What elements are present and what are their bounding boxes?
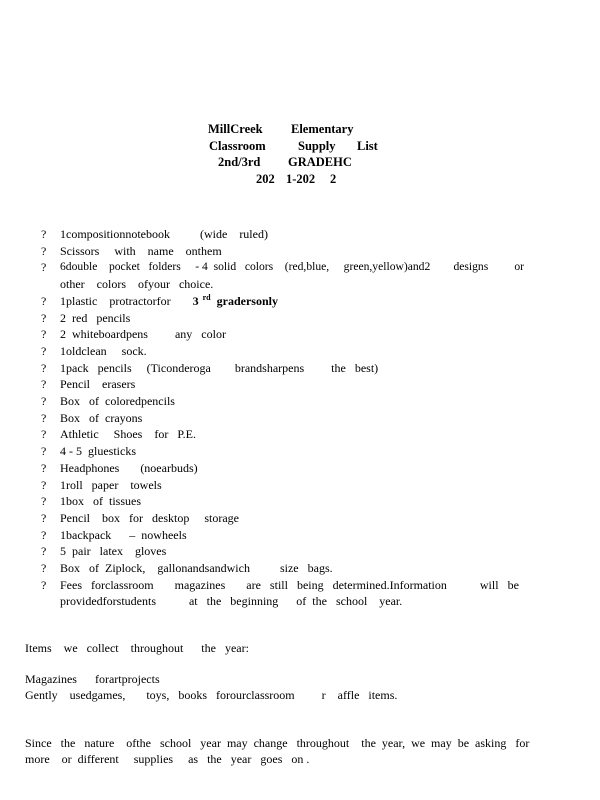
list-item: ? Pencil erasers [41,377,136,392]
collect-line-games: Gently usedgames, toys, books forourclassroom r affle items. [25,688,398,702]
header-line-1 [0,121,600,138]
header-line-2 [0,138,600,155]
bullet-icon: ? [41,343,47,358]
bullet-icon: ? [41,477,47,492]
bullet-icon: ? [41,561,47,576]
bullet-icon: ? [41,577,47,592]
header-school-name: MillCreek [208,122,263,136]
bullet-icon: ? [41,227,47,241]
closing-line-1: Since the nature ofthe school year may change throughout the year, we may be asking for [25,736,530,750]
list-item: ? 1pack pencils (Ticonderoga brandsharpens the best) [41,360,379,375]
header-grade-label: GRADEHC [288,155,352,169]
collect-line-magazines: Magazines forartprojects [25,672,160,686]
list-item: ? Pencil box for desktop storage [41,510,239,525]
bullet-icon: ? [41,360,47,375]
header-year-mid: 1-202 [286,171,316,186]
list-item: ? Athletic Shoes for P.E. [41,427,196,442]
bullet-icon: ? [41,460,47,475]
list-item: ? 1plastic protractorfor 3 $^{rd}$ gradersonly [41,292,278,308]
list-item: ? Box of crayons [41,410,143,425]
list-item: ? 1roll paper towels [41,477,162,492]
bullet-icon: ? [41,394,47,409]
list-item: ? 1oldclean sock. [41,343,147,358]
list-item: ? 2 red pencils [41,310,131,325]
bullet-icon: ? [41,544,47,559]
bullet-icon: ? [41,260,47,275]
list-item: ? 6double pocket folders - 4 solid colors (red,blue, green,yellow)and2 designs or other colors ofyour choice. [41,260,524,292]
list-item: ? Scissors with name onthem [41,243,222,258]
collect-heading: Items we collect throughout the year: [25,641,249,655]
bullet-icon: ? [41,310,47,325]
header-line-3 [0,154,600,171]
list-item: ? 1compositionnotebook (wide ruled) [41,227,268,241]
list-item: ? Fees forclassroom magazines are still being determined.Information will be providedforstudents at the beginning of the school year. [41,577,519,609]
bullet-icon: ? [41,377,47,392]
bullet-icon: ? [41,427,47,442]
document-header [0,121,600,187]
list-item: ? Box of coloredpencils [41,394,175,409]
header-supply: Supply [298,138,336,153]
bullet-icon: ? [41,527,47,542]
bullet-icon: ? [41,444,47,459]
bullet-icon: ? [41,293,47,308]
header-year-start: 202 [256,171,275,186]
header-classroom: Classroom [209,138,266,153]
bullet-icon: ? [41,494,47,509]
list-item: ? Box of Ziplock, gallonandsandwich size bags. [41,561,333,576]
supply-list [0,226,600,610]
bullet-icon: ? [41,510,47,525]
header-year-end: 2 [330,171,337,186]
list-item: ? 2 whiteboardpens any color [41,327,226,342]
bullet-icon: ? [41,327,47,342]
list-item: ? 4 - 5 gluesticks [41,444,136,459]
list-item: ? 5 pair latex gloves [41,544,167,559]
header-list: List [357,138,378,153]
list-item: ? 1box of tissues [41,494,141,509]
header-line-4 [0,171,600,188]
header-grades: 2nd/3rd [218,155,261,169]
bullet-icon: ? [41,243,47,258]
list-item: ? Headphones (noearbuds) [41,460,198,475]
list-item: ? 1backpack – nowheels [41,527,187,542]
bullet-icon: ? [41,410,47,425]
closing-line-2: more or different supplies as the year goes on . [25,752,310,766]
header-school-type: Elementary [291,122,354,136]
